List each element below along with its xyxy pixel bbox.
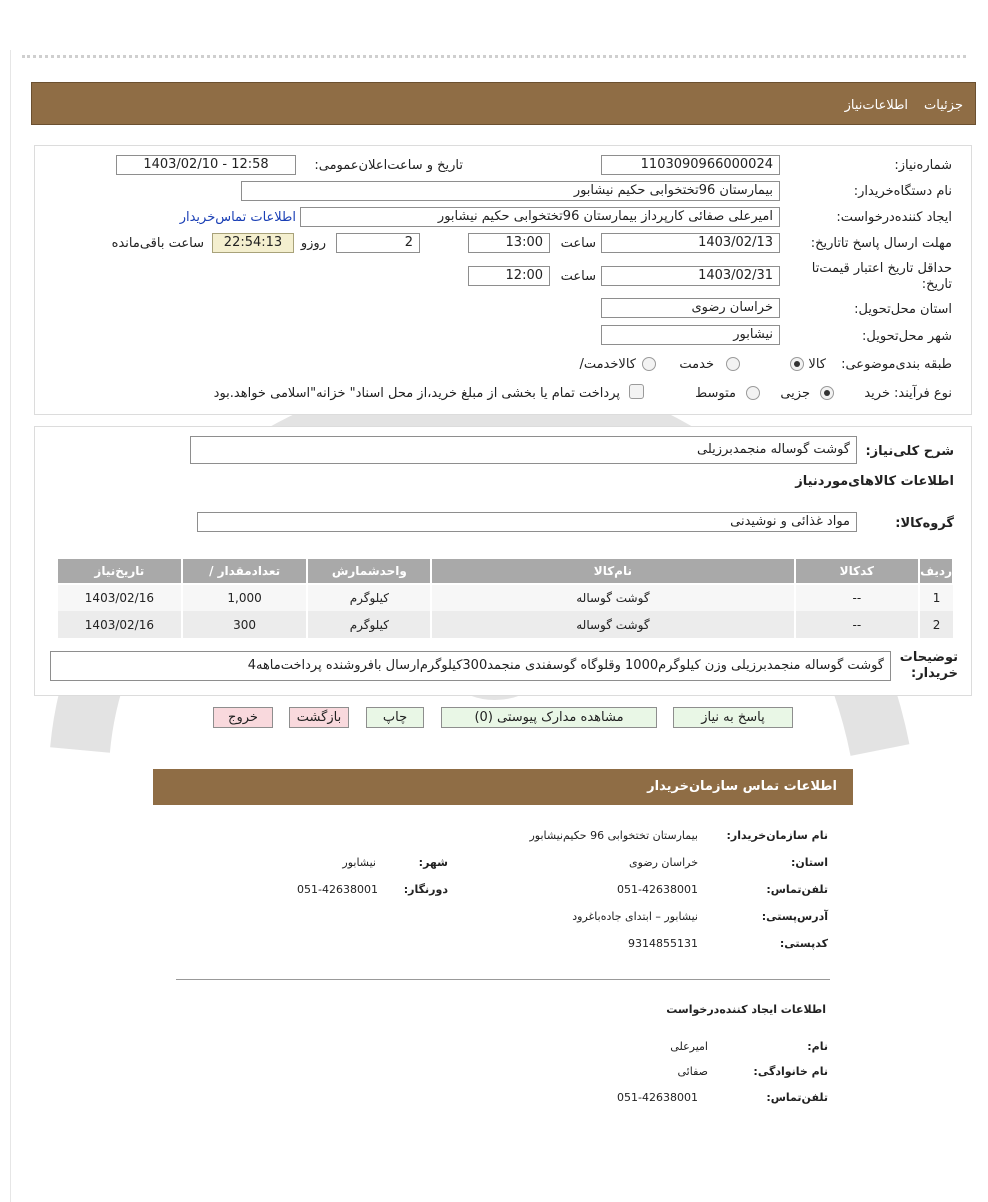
creator-phone-label: تلفن‌تماس: [766, 1091, 828, 1104]
process-minor-label: جزیی [780, 386, 810, 401]
announce-label: تاریخ و ساعت‌اعلان‌عمومی: [314, 158, 463, 173]
cell-unit: کیلوگرم [307, 584, 431, 611]
process-buy-label: خرید [864, 386, 890, 401]
province-label: استان محل‌تحویل: [854, 302, 952, 317]
exit-button[interactable]: خروج [213, 707, 273, 728]
cell-unit: کیلوگرم [307, 611, 431, 638]
category-goods-label: کالا [808, 357, 826, 372]
org-value: بیمارستان تختخوابی 96 حکیم‌نیشابور [529, 829, 698, 842]
creator-family-label: نام خانوادگی: [753, 1065, 828, 1078]
need-number-label: شماره‌نیاز: [894, 158, 952, 173]
col-code: کدکالا [795, 558, 920, 584]
contact-phone-value: 051-42638001 [617, 883, 698, 896]
contact-address-value: نیشابور – ابتدای جاده‌باغرود [572, 910, 698, 923]
category-service-label: خدمت [679, 357, 714, 372]
print-button[interactable]: چاپ [366, 707, 424, 728]
process-minor-radio[interactable] [820, 386, 834, 400]
cell-date: 1403/02/16 [57, 611, 182, 638]
creator-label: ایجاد کننده‌درخواست: [836, 210, 952, 225]
buyer-field: بیمارستان 96تختخوابی حکیم نیشابور [241, 181, 780, 201]
page-left-border [10, 50, 11, 1202]
announce-field: 1403/02/10 - 12:58 [116, 155, 296, 175]
cell-quantity: 300 [182, 611, 308, 638]
category-goods-radio[interactable] [790, 357, 804, 371]
col-quantity: تعدادمقدار / [182, 558, 308, 584]
table-row [57, 611, 953, 638]
reply-button[interactable]: پاسخ به نیاز [673, 707, 793, 728]
treasury-payment-note: پرداخت تمام یا بخشی از مبلغ خرید،از محل اسناد" خزانه"اسلامی خواهد.بود [213, 386, 620, 401]
buyer-description-label: توضیحات خریدار: [899, 650, 958, 681]
cell-quantity: 1,000 [182, 584, 308, 611]
remaining-label: ساعت باقی‌مانده [111, 236, 204, 251]
contact-postal-label: کد‌پستی: [779, 937, 828, 950]
creator-field: امیرعلی صفائی کارپرداز بیمارستان 96تختخوابی حکیم نیشابور [300, 207, 780, 227]
creator-name-label: نام: [807, 1040, 828, 1053]
cell-name: گوشت گوساله [431, 611, 794, 638]
validity-date-field: 1403/02/31 [601, 266, 780, 286]
contact-city-label: شهر: [418, 856, 448, 869]
category-goods-service-label: کالا‌خدمت/ [579, 357, 636, 372]
tab-need-info[interactable]: اطلاعات‌نیاز [844, 98, 909, 113]
remaining-time-field: 22:54:13 [212, 233, 294, 253]
treasury-payment-checkbox[interactable] [629, 384, 644, 399]
category-label: طبقه بندی‌موضوعی: [841, 357, 952, 372]
cell-row: 1 [919, 584, 953, 611]
contact-section-title: اطلاعات تماس سازمان‌خریدار [647, 779, 837, 794]
col-date: تاریخ‌نیاز [57, 558, 182, 584]
col-row: ردیف [919, 558, 953, 584]
contact-city-value: نیشابور [342, 856, 376, 869]
buyer-description-field: گوشت گوساله منجمدبرزیلی وزن کیلوگرم1000 وقلوگاه گوسفندی منجمد300کیلوگرم‌ارسال بافروشنده پرداخت‌ماهه4 [50, 651, 891, 681]
need-number-field: 1103090966000024 [601, 155, 780, 175]
buyer-contact-link[interactable]: اطلاعات تماس‌خریدار [179, 210, 296, 225]
cell-name: گوشت گوساله [431, 584, 794, 611]
creator-phone-value: 051-42638001 [617, 1091, 698, 1104]
validity-time-field: 12:00 [468, 266, 550, 286]
org-label: نام سازمان‌خریدار: [726, 829, 828, 842]
cell-row: 2 [919, 611, 953, 638]
deadline-date-field: 1403/02/13 [601, 233, 780, 253]
page-header-bar [31, 82, 976, 125]
summary-label: شرح کلی‌نیاز: [865, 444, 954, 459]
goods-info-title: اطلاعات کالاهای‌موردنیاز [795, 474, 954, 489]
col-unit: واحدشمارش [307, 558, 431, 584]
contact-fax-label: دورنگار: [403, 883, 448, 896]
summary-field: گوشت گوساله منجمدبرزیلی [190, 436, 857, 464]
city-label: شهر محل‌تحویل: [862, 329, 952, 344]
deadline-time-field: 13:00 [468, 233, 550, 253]
col-name: نام‌کالا [431, 558, 794, 584]
deadline-hour-label: ساعت [560, 236, 596, 251]
buyer-label: نام دستگاه‌خریدار: [853, 184, 952, 199]
contact-address-label: آدرس‌پستی: [761, 910, 828, 923]
process-medium-label: متوسط [695, 386, 736, 401]
creator-name-value: امیرعلی [670, 1040, 708, 1053]
process-label: نوع فرآیند: [894, 386, 952, 401]
back-button[interactable]: بازگشت [289, 707, 349, 728]
creator-family-value: صفائی [677, 1065, 708, 1078]
city-field: نیشابور [601, 325, 780, 345]
category-service-radio[interactable] [726, 357, 740, 371]
days-label: روزو [300, 236, 326, 251]
category-goods-service-radio[interactable] [642, 357, 656, 371]
goods-group-field: مواد غذائی و نوشیدنی [197, 512, 857, 532]
contact-fax-value: 051-42638001 [297, 883, 378, 896]
goods-table [56, 557, 954, 638]
contact-province-value: خراسان رضوی [628, 856, 698, 869]
deadline-label: مهلت ارسال پاسخ تا‌تاریخ: [810, 236, 952, 251]
contact-postal-value: 9314855131 [628, 937, 698, 950]
goods-group-label: گروه‌کالا: [895, 516, 954, 531]
contact-phone-label: تلفن‌تماس: [766, 883, 828, 896]
contact-section-header [153, 769, 853, 805]
contact-province-label: استان: [791, 856, 828, 869]
contact-divider [176, 979, 830, 980]
validity-hour-label: ساعت [560, 269, 596, 284]
process-medium-radio[interactable] [746, 386, 760, 400]
table-row [57, 584, 953, 611]
creator-info-title: اطلاعات ایجاد کننده‌درخواست [666, 1003, 826, 1016]
province-field: خراسان رضوی [601, 298, 780, 318]
cell-date: 1403/02/16 [57, 584, 182, 611]
tab-details[interactable]: جزئیات [924, 98, 963, 113]
cell-code: -- [795, 584, 920, 611]
attachments-button[interactable]: مشاهده مدارک پیوستی (0) [441, 707, 657, 728]
validity-label: حداقل تاریخ اعتبار قیمت‌تا تاریخ: [811, 261, 952, 292]
days-field: 2 [336, 233, 420, 253]
top-divider [22, 55, 966, 58]
cell-code: -- [795, 611, 920, 638]
